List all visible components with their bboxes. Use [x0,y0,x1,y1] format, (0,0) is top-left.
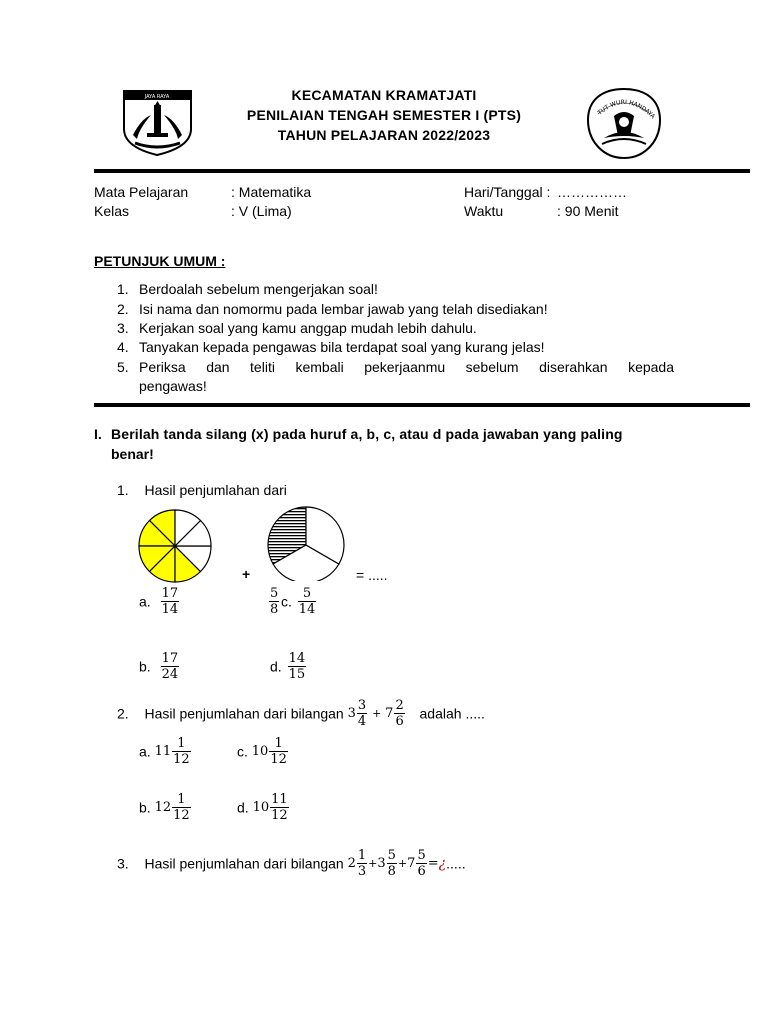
operator: + [368,857,378,870]
numerator: 17 [161,651,179,666]
whole-number: 2 [347,856,356,871]
question-2 [117,698,485,729]
instruction-word: dan [206,359,230,375]
instruction-word: Periksa [139,359,186,375]
header-divider [94,169,750,173]
option-1a[interactable] [139,586,180,617]
numerator: 5 [387,848,396,863]
answer-dots: ..... [446,855,466,872]
instruction-number: 3. [117,320,129,336]
instruction-word: teliti [250,359,275,375]
option-label: b. [139,799,151,816]
whole-number: 10 [251,744,269,759]
option-1c[interactable] [281,586,317,617]
question-1 [117,482,287,498]
whole-number: 7 [407,856,416,871]
plus-sign: + [242,566,251,582]
denominator: 12 [173,752,190,767]
header-line-1: KECAMATAN KRAMATJATI [291,87,477,103]
denominator: 15 [288,667,306,682]
denominator: 12 [270,752,287,767]
option-label: c. [237,743,248,760]
instructions-divider [94,403,750,407]
header-line-3: TAHUN PELAJARAN 2022/2023 [277,127,491,143]
denominator: 12 [173,808,190,823]
question-number: 1. [117,482,129,498]
subject-value: : Matematika [231,184,312,200]
whole-number: 12 [154,800,172,815]
operator: + [397,857,408,870]
fraction [270,792,289,823]
fraction [298,586,317,617]
time-label: Waktu [464,203,504,219]
pie-eighths-yellow [137,508,213,587]
instruction-number: 2. [117,301,129,317]
instruction-text: Berdoalah sebelum mengerjakan soal! [139,281,378,297]
fraction [161,651,180,682]
instruction-text: Kerjakan soal yang kamu anggap mudah lebih dahulu. [139,320,477,336]
question-text: Hasil penjumlahan dari [144,482,287,498]
numerator: 5 [270,586,279,601]
option-1b[interactable] [139,651,180,682]
header-line-2: PENILAIAN TENGAH SEMESTER I (PTS) [246,107,522,123]
subject-label: Mata Pelajaran [94,184,189,200]
numerator: 5 [417,848,426,863]
whole-number: 7 [385,706,394,721]
fraction [269,586,279,617]
denominator: 3 [357,864,367,879]
denominator: 6 [395,714,404,729]
numerator: 3 [357,698,367,713]
fraction-five-eighths [268,586,280,617]
class-label: Kelas [94,203,130,219]
numerator: 1 [274,736,283,751]
option-2c[interactable] [237,736,289,767]
numerator: 14 [288,651,306,666]
question-text: Hasil penjumlahan dari bilangan [144,855,344,872]
option-label: d. [237,799,249,816]
instruction-text: pengawas! [139,378,207,394]
instruction-text-justified [139,359,674,375]
whole-number: 3 [347,706,356,721]
option-label: c. [281,593,292,610]
section-numeral: I. [94,426,102,442]
inverted-question-mark: ¿ [438,855,447,872]
emblem-text: JAYA RAYA [144,94,170,100]
question-number: 3. [117,855,129,872]
option-1d[interactable] [270,651,307,682]
numerator: 17 [161,586,179,601]
instruction-word: diserahkan [539,359,608,375]
denominator: 4 [357,714,367,729]
denominator: 12 [271,808,288,823]
question-tail: adalah ..... [419,705,485,722]
question-3 [117,848,466,879]
section-instruction-line1: Berilah tanda silang (x) pada huruf a, b, c, atau d pada jawaban yang paling [111,426,623,442]
instruction-text: Tanyakan kepada pengawas bila terdapat soal yang kurang jelas! [139,339,545,355]
day-label: Hari/Tanggal : [464,184,551,200]
instruction-word: kepada [628,359,674,375]
option-label: d. [270,658,282,675]
fraction [357,848,367,879]
operator: + [372,707,382,720]
instructions-title: PETUNJUK UMUM : [94,253,226,269]
fraction [288,651,307,682]
numerator: 11 [271,792,288,807]
numerator: 1 [177,736,186,751]
numerator: 2 [395,698,404,713]
fraction [357,698,367,729]
instruction-text: Isi nama dan nomormu pada lembar jawab yang telah disediakan! [139,301,548,317]
question-text: Hasil penjumlahan dari bilangan [144,705,344,722]
whole-number: 11 [154,744,172,759]
option-label: a. [139,593,151,610]
class-value: : V (Lima) [231,203,292,219]
fraction [172,736,191,767]
fraction [387,848,397,879]
time-value: : 90 Menit [557,203,619,219]
tut-wuri-handayani-logo [584,86,664,161]
denominator: 6 [417,864,426,879]
denominator: 8 [270,602,279,617]
denominator: 14 [161,602,179,617]
svg-text:TUT WURI HANDAYANI: TUT WURI HANDAYA [596,98,657,121]
option-2d[interactable] [237,792,290,823]
equals-sign: = [427,856,439,871]
fraction [416,848,426,879]
question-number: 2. [117,705,129,722]
instruction-number: 5. [117,359,129,375]
section-instruction-line2: benar! [111,446,154,462]
day-value: …………… [557,184,627,200]
instruction-word: kembali [295,359,344,375]
fraction [161,586,180,617]
numerator: 5 [302,586,312,601]
instruction-number: 1. [117,281,129,297]
instruction-word: pekerjaanmu [364,359,446,375]
pie-thirds-striped [266,505,346,588]
fraction [172,792,191,823]
fraction [394,698,404,729]
denominator: 14 [298,602,316,617]
numerator: 1 [357,848,367,863]
whole-number: 3 [377,856,386,871]
option-label: a. [139,743,151,760]
equals-dots: = ..... [356,567,388,583]
denominator: 8 [387,864,396,879]
numerator: 1 [177,792,186,807]
instruction-word: sebelum [465,359,519,375]
option-2a[interactable] [139,736,192,767]
option-label: b. [139,658,151,675]
option-2b[interactable] [139,792,192,823]
denominator: 24 [161,667,179,682]
fraction [269,736,288,767]
instruction-number: 4. [117,339,129,355]
whole-number: 10 [252,800,270,815]
